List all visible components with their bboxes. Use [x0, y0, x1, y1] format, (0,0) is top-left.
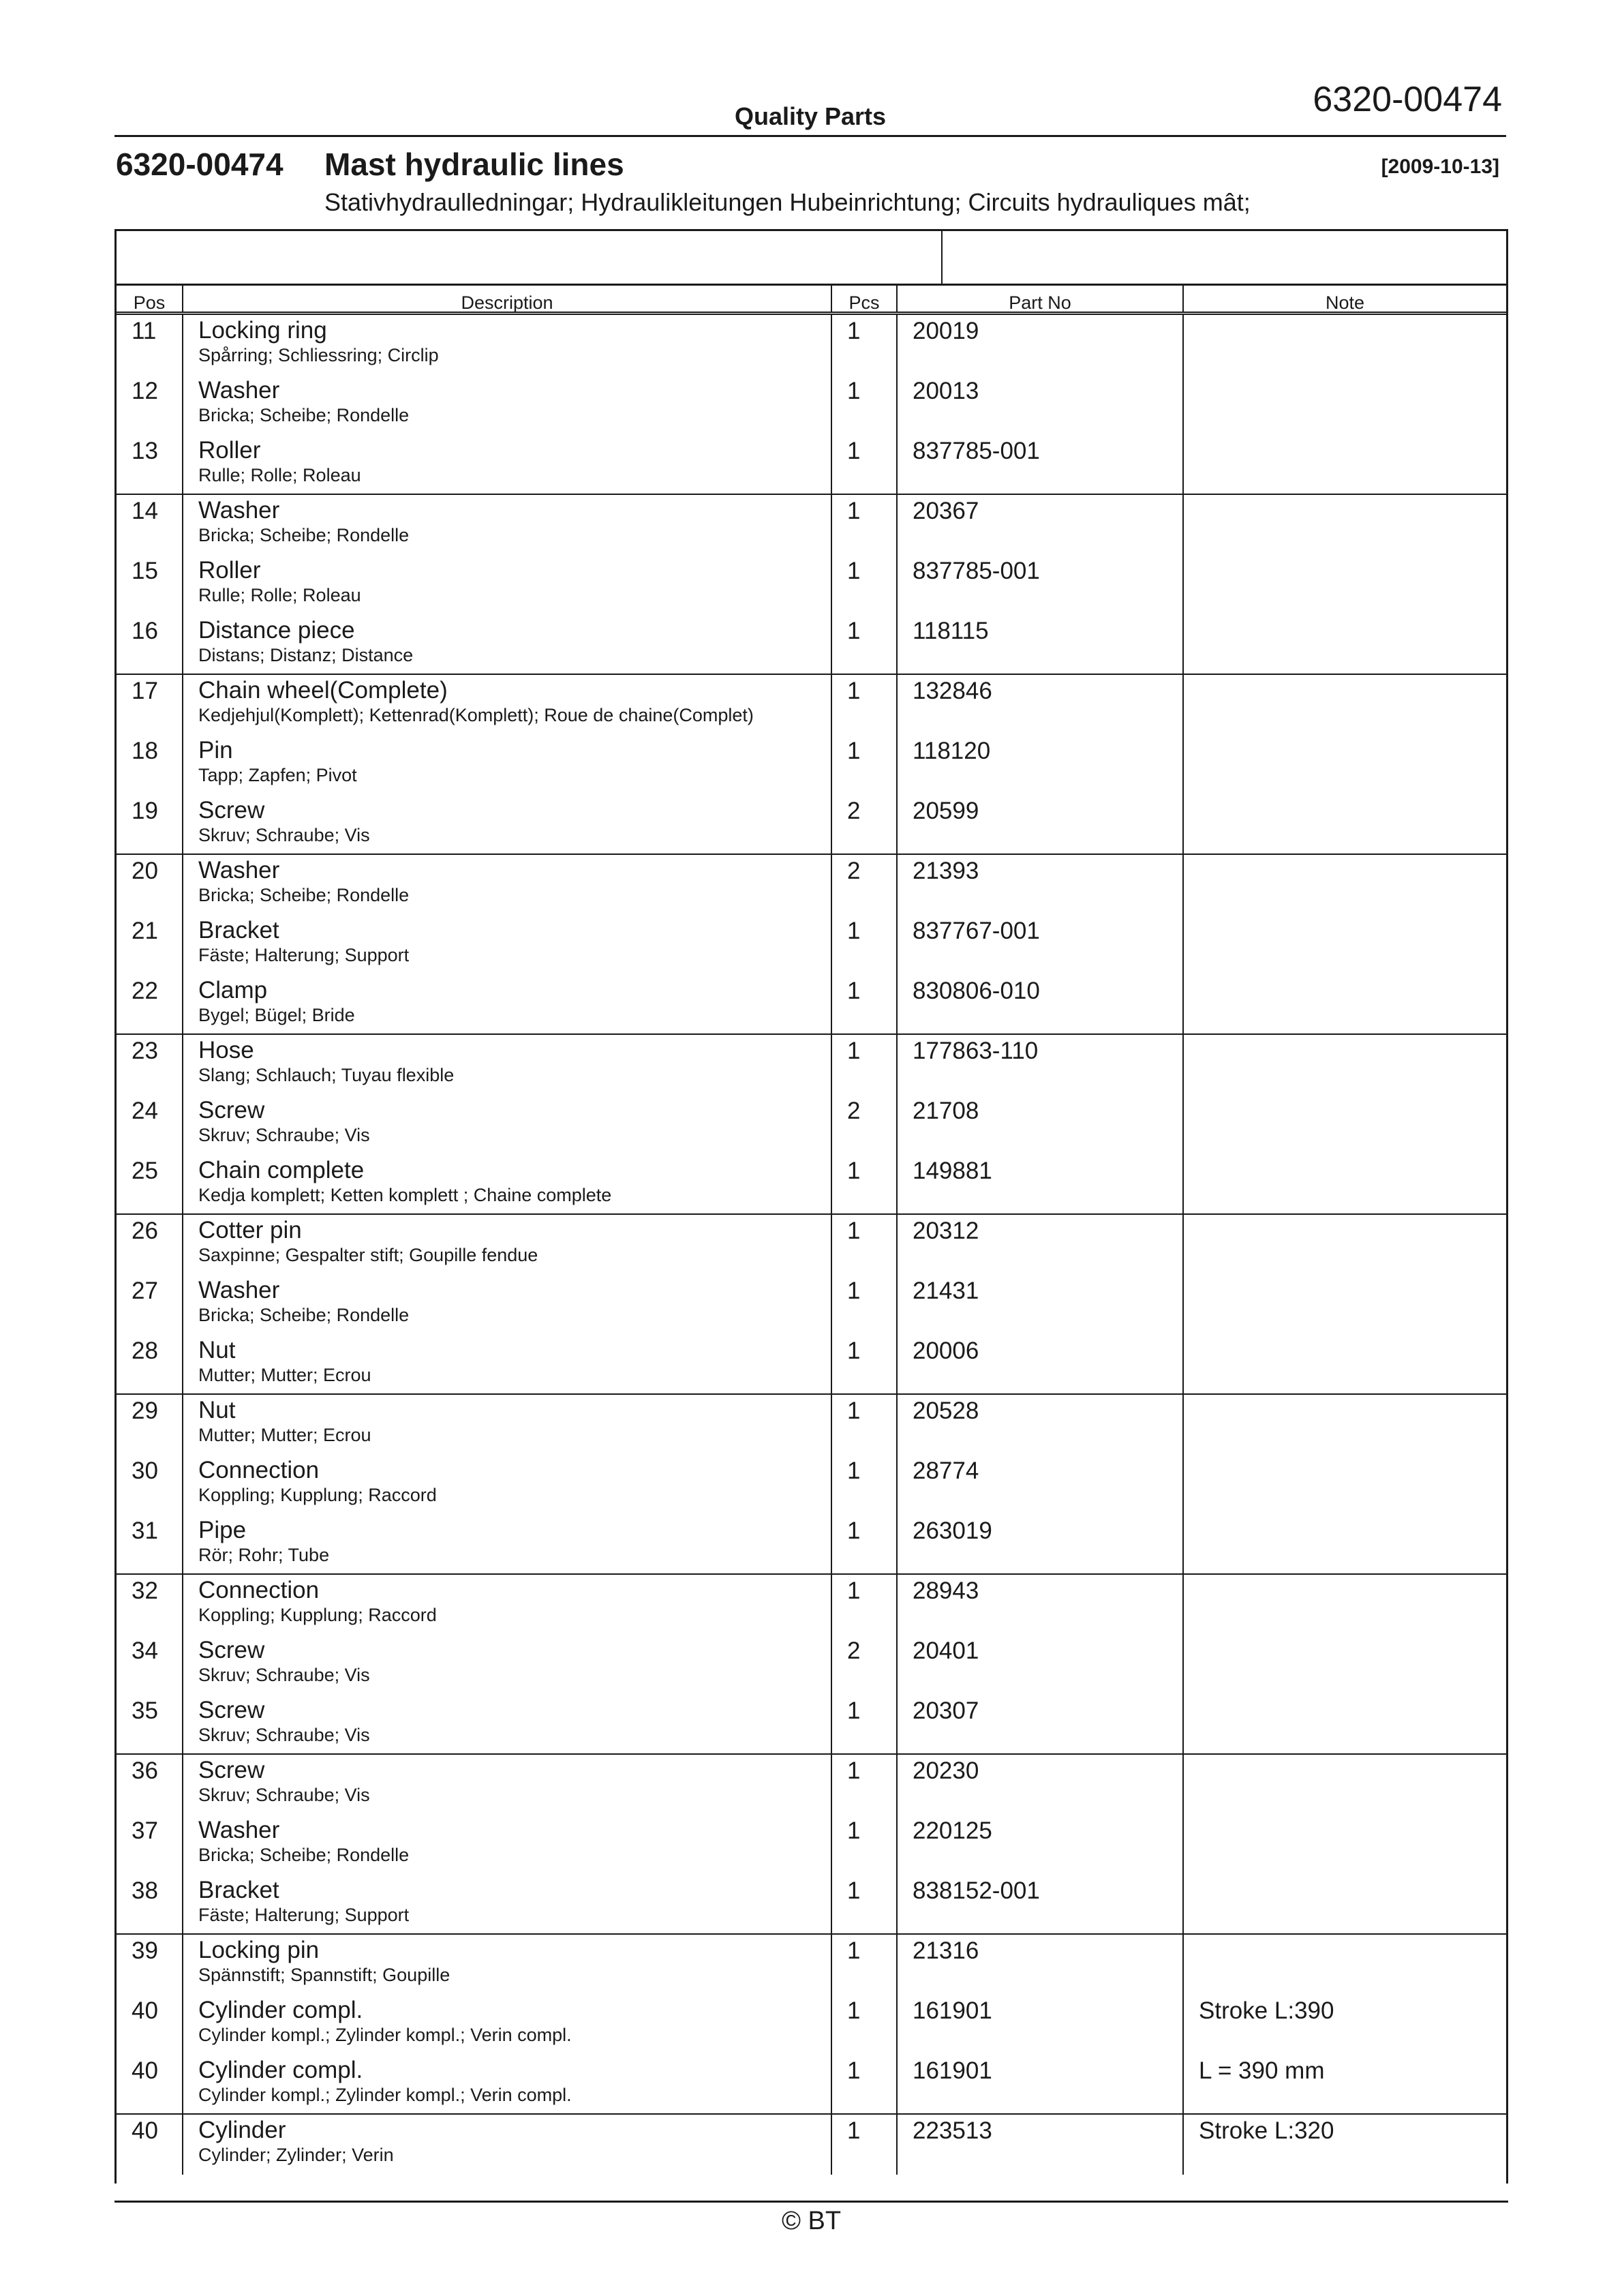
row-description: [182, 1095, 831, 1155]
row-pcs: 1: [831, 675, 896, 735]
page-header: [114, 75, 1506, 137]
row-note: [1182, 1815, 1506, 1875]
row-description: [182, 2055, 831, 2113]
row-pcs: 1: [831, 1155, 896, 1213]
row-part-translations: Slang; Schlauch; Tuyau flexible: [198, 1065, 455, 1085]
row-note: [1182, 735, 1506, 795]
table-row: [117, 1695, 1506, 1755]
row-part-translations: Bygel; Bügel; Bride: [198, 1005, 355, 1025]
row-part-no: 20307: [896, 1695, 1182, 1753]
table-row: [117, 1035, 1506, 1095]
row-part-name: Locking ring: [198, 317, 327, 344]
row-pcs: 1: [831, 495, 896, 555]
row-pcs: 1: [831, 1335, 896, 1393]
row-pcs: 1: [831, 1275, 896, 1335]
table-row: [117, 555, 1506, 615]
row-part-no: 20230: [896, 1755, 1182, 1815]
row-pcs: 1: [831, 2115, 896, 2175]
row-part-translations: Fäste; Halterung; Support: [198, 945, 410, 965]
row-note: [1182, 795, 1506, 854]
row-part-name: Cylinder compl.: [198, 1997, 363, 2023]
row-note: L = 390 mm: [1182, 2055, 1506, 2113]
table-row: [117, 1995, 1506, 2055]
row-pos: 36: [132, 1757, 158, 1784]
row-pcs: 2: [831, 855, 896, 915]
section-title: Mast hydraulic lines: [324, 147, 624, 182]
row-description: [182, 1275, 831, 1335]
table-column-headers: [117, 286, 1506, 315]
row-part-no: 28774: [896, 1455, 1182, 1515]
row-pcs: 1: [831, 1575, 896, 1635]
row-note: [1182, 855, 1506, 915]
row-pcs: 1: [831, 1755, 896, 1815]
copyright: © BT: [781, 2207, 842, 2235]
row-part-translations: Spännstift; Spannstift; Goupille: [198, 1965, 450, 1985]
row-pcs: 2: [831, 1635, 896, 1695]
row-pos: 13: [132, 438, 158, 464]
table-row: [117, 1515, 1506, 1575]
row-part-translations: Tapp; Zapfen; Pivot: [198, 765, 357, 785]
row-part-name: Roller: [198, 437, 261, 464]
table-row: [117, 975, 1506, 1035]
row-note: [1182, 1695, 1506, 1753]
row-note: [1182, 1455, 1506, 1515]
empty-header-box: [117, 231, 1506, 286]
row-part-no: 149881: [896, 1155, 1182, 1213]
row-part-no: 20013: [896, 375, 1182, 435]
row-part-no: 161901: [896, 2055, 1182, 2113]
row-part-name: Connection: [198, 1577, 320, 1603]
row-part-no: 20528: [896, 1395, 1182, 1455]
section-date: [2009-10-13]: [1381, 155, 1499, 178]
row-part-translations: Cylinder kompl.; Zylinder kompl.; Verin compl.: [198, 2085, 572, 2105]
column-header-pos: Pos: [133, 292, 166, 313]
table-row: [117, 615, 1506, 675]
row-pcs: 1: [831, 735, 896, 795]
row-part-translations: Skruv; Schraube; Vis: [198, 1665, 370, 1685]
row-description: [182, 1335, 831, 1393]
row-part-name: Washer: [198, 1817, 280, 1843]
row-part-translations: Cylinder kompl.; Zylinder kompl.; Verin compl.: [198, 2025, 572, 2045]
row-description: [182, 975, 831, 1033]
table-row: [117, 795, 1506, 855]
table-body: [117, 315, 1506, 2175]
row-pos: 40: [132, 1997, 158, 2024]
row-pcs: 1: [831, 1035, 896, 1095]
row-description: [182, 1695, 831, 1753]
row-description: [182, 1575, 831, 1635]
row-note: [1182, 1215, 1506, 1275]
row-part-no: 20367: [896, 495, 1182, 555]
row-part-translations: Rör; Rohr; Tube: [198, 1545, 330, 1565]
row-part-translations: Koppling; Kupplung; Raccord: [198, 1485, 437, 1505]
table-row: [117, 675, 1506, 735]
row-part-translations: Skruv; Schraube; Vis: [198, 1725, 370, 1745]
table-row: [117, 1635, 1506, 1695]
row-part-translations: Kedjehjul(Komplett); Kettenrad(Komplett); Roue de chaine(Complet): [198, 705, 754, 725]
row-pcs: 1: [831, 1815, 896, 1875]
column-header-part-no: Part No: [896, 286, 1182, 312]
row-part-name: Roller: [198, 557, 261, 584]
row-note: [1182, 555, 1506, 615]
row-part-translations: Cylinder; Zylinder; Verin: [198, 2145, 394, 2165]
row-description: [182, 495, 831, 555]
row-part-name: Connection: [198, 1457, 320, 1483]
row-note: [1182, 1515, 1506, 1573]
table-row: [117, 1275, 1506, 1335]
row-pos: 26: [132, 1218, 158, 1244]
column-header-description: Description: [182, 286, 831, 312]
row-note: [1182, 1035, 1506, 1095]
table-row: [117, 1755, 1506, 1815]
row-part-translations: Bricka; Scheibe; Rondelle: [198, 525, 410, 545]
row-note: [1182, 315, 1506, 375]
row-pos: 28: [132, 1338, 158, 1364]
row-part-no: 220125: [896, 1815, 1182, 1875]
row-note: [1182, 915, 1506, 975]
row-pcs: 1: [831, 1875, 896, 1933]
row-part-name: Screw: [198, 797, 265, 824]
row-pcs: 1: [831, 1455, 896, 1515]
row-note: [1182, 1575, 1506, 1635]
row-pos: 18: [132, 738, 158, 764]
row-part-translations: Rulle; Rolle; Roleau: [198, 465, 361, 485]
table-row: [117, 1215, 1506, 1275]
row-part-no: 177863-110: [896, 1035, 1182, 1095]
row-part-no: 118115: [896, 615, 1182, 674]
row-note: [1182, 1395, 1506, 1455]
table-row: [117, 1095, 1506, 1155]
row-description: [182, 1215, 831, 1275]
row-description: [182, 615, 831, 674]
row-part-no: 263019: [896, 1515, 1182, 1573]
row-pcs: 1: [831, 435, 896, 494]
row-pos: 29: [132, 1398, 158, 1424]
row-note: [1182, 1155, 1506, 1213]
row-description: [182, 735, 831, 795]
row-note: [1182, 1935, 1506, 1995]
row-pos: 22: [132, 978, 158, 1004]
row-pos: 39: [132, 1937, 158, 1964]
row-description: [182, 375, 831, 435]
row-pos: 12: [132, 378, 158, 404]
row-description: [182, 675, 831, 735]
row-description: [182, 1155, 831, 1213]
table-row: [117, 1815, 1506, 1875]
row-part-name: Hose: [198, 1037, 254, 1063]
row-pcs: 1: [831, 915, 896, 975]
row-description: [182, 1515, 831, 1573]
table-row: [117, 375, 1506, 435]
row-part-no: 20312: [896, 1215, 1182, 1275]
row-note: [1182, 495, 1506, 555]
table-row: [117, 1395, 1506, 1455]
row-part-no: 837785-001: [896, 555, 1182, 615]
row-part-name: Washer: [198, 497, 280, 524]
table-row: [117, 735, 1506, 795]
row-part-name: Screw: [198, 1757, 265, 1783]
column-header-note: Note: [1182, 286, 1506, 312]
row-part-name: Bracket: [198, 1877, 279, 1903]
row-part-no: 132846: [896, 675, 1182, 735]
row-part-name: Washer: [198, 1277, 280, 1303]
table-row: [117, 495, 1506, 555]
page-footer: [114, 2201, 1508, 2236]
row-pcs: 2: [831, 1095, 896, 1155]
table-row: [117, 1335, 1506, 1395]
row-pcs: 1: [831, 1995, 896, 2055]
row-pos: 27: [132, 1278, 158, 1304]
row-pos: 35: [132, 1697, 158, 1724]
row-pcs: 2: [831, 795, 896, 854]
row-description: [182, 1035, 831, 1095]
row-part-name: Washer: [198, 377, 280, 404]
row-pos: 15: [132, 558, 158, 584]
row-pos: 23: [132, 1038, 158, 1064]
document-title: Quality Parts: [734, 102, 887, 130]
row-description: [182, 1755, 831, 1815]
row-description: [182, 1395, 831, 1455]
row-pcs: 1: [831, 975, 896, 1033]
row-part-no: 21431: [896, 1275, 1182, 1335]
row-part-name: Clamp: [198, 977, 268, 1003]
row-part-name: Nut: [198, 1337, 236, 1363]
row-part-name: Washer: [198, 857, 280, 883]
row-part-no: 161901: [896, 1995, 1182, 2055]
row-part-no: 20599: [896, 795, 1182, 854]
row-pcs: 1: [831, 1395, 896, 1455]
row-pcs: 1: [831, 1515, 896, 1573]
column-header-pcs: Pcs: [831, 286, 896, 312]
row-pos: 25: [132, 1158, 158, 1184]
row-note: [1182, 1335, 1506, 1393]
row-description: [182, 855, 831, 915]
row-note: Stroke L:320: [1182, 2115, 1506, 2175]
row-part-no: 223513: [896, 2115, 1182, 2175]
row-note: [1182, 1275, 1506, 1335]
row-part-translations: Bricka; Scheibe; Rondelle: [198, 885, 410, 905]
table-row: [117, 1155, 1506, 1215]
row-part-no: 837785-001: [896, 435, 1182, 494]
row-pcs: 1: [831, 315, 896, 375]
row-part-name: Screw: [198, 1637, 265, 1663]
row-pos: 16: [132, 618, 158, 644]
row-part-name: Pipe: [198, 1517, 247, 1543]
row-pos: 34: [132, 1637, 158, 1664]
row-pcs: 1: [831, 2055, 896, 2113]
section-code: 6320-00474: [116, 147, 284, 182]
row-pos: 32: [132, 1577, 158, 1604]
row-part-no: 21316: [896, 1935, 1182, 1995]
row-part-name: Bracket: [198, 917, 279, 943]
row-part-translations: Skruv; Schraube; Vis: [198, 1125, 370, 1145]
header-box-divider: [941, 231, 943, 284]
row-part-name: Cylinder: [198, 2117, 286, 2143]
row-part-no: 28943: [896, 1575, 1182, 1635]
row-description: [182, 435, 831, 494]
row-pos: 30: [132, 1457, 158, 1484]
row-note: [1182, 1635, 1506, 1695]
row-part-no: 837767-001: [896, 915, 1182, 975]
table-row: [117, 1455, 1506, 1515]
section-translations: Stativhydraulledningar; Hydraulikleitungen Hubeinrichtung; Circuits hydrauliques mât;: [324, 188, 1251, 216]
row-pcs: 1: [831, 1215, 896, 1275]
row-note: [1182, 675, 1506, 735]
table-row: [117, 1875, 1506, 1935]
row-part-no: 838152-001: [896, 1875, 1182, 1933]
parts-table: [114, 229, 1508, 2184]
row-part-translations: Bricka; Scheibe; Rondelle: [198, 1845, 410, 1865]
row-description: [182, 555, 831, 615]
table-row: [117, 2115, 1506, 2175]
row-description: [182, 1815, 831, 1875]
table-row: [117, 1935, 1506, 1995]
row-part-translations: Bricka; Scheibe; Rondelle: [198, 405, 410, 425]
row-description: [182, 795, 831, 854]
row-pos: 38: [132, 1877, 158, 1904]
row-part-translations: Koppling; Kupplung; Raccord: [198, 1605, 437, 1625]
row-pos: 21: [132, 918, 158, 944]
row-part-name: Cotter pin: [198, 1217, 302, 1243]
row-part-translations: Spårring; Schliessring; Circlip: [198, 345, 439, 365]
row-pos: 37: [132, 1817, 158, 1844]
row-pcs: 1: [831, 1695, 896, 1753]
row-pos: 14: [132, 498, 158, 524]
row-part-translations: Distans; Distanz; Distance: [198, 645, 414, 665]
table-row: [117, 915, 1506, 975]
row-pcs: 1: [831, 1935, 896, 1995]
row-note: [1182, 615, 1506, 674]
row-description: [182, 1635, 831, 1695]
row-part-translations: Mutter; Mutter; Ecrou: [198, 1425, 371, 1445]
row-note: [1182, 1095, 1506, 1155]
row-part-translations: Fäste; Halterung; Support: [198, 1905, 410, 1925]
row-part-no: 830806-010: [896, 975, 1182, 1033]
row-part-translations: Skruv; Schraube; Vis: [198, 1785, 370, 1805]
row-part-no: 20019: [896, 315, 1182, 375]
row-pos: 24: [132, 1098, 158, 1124]
row-part-translations: Skruv; Schraube; Vis: [198, 825, 370, 845]
row-part-name: Screw: [198, 1697, 265, 1723]
row-part-no: 20401: [896, 1635, 1182, 1695]
row-part-name: Pin: [198, 737, 233, 764]
table-row: [117, 1575, 1506, 1635]
row-pcs: 1: [831, 375, 896, 435]
row-pos: 19: [132, 798, 158, 824]
row-part-translations: Kedja komplett; Ketten komplett ; Chaine complete: [198, 1185, 612, 1205]
row-pos: 17: [132, 678, 158, 704]
row-pcs: 1: [831, 615, 896, 674]
row-part-translations: Bricka; Scheibe; Rondelle: [198, 1305, 410, 1325]
row-pos: 40: [132, 2057, 158, 2084]
row-part-translations: Mutter; Mutter; Ecrou: [198, 1365, 371, 1385]
row-part-no: 118120: [896, 735, 1182, 795]
row-note: [1182, 975, 1506, 1033]
section-header: [114, 146, 1506, 221]
row-part-name: Distance piece: [198, 617, 355, 644]
table-row: [117, 2055, 1506, 2115]
row-note: [1182, 1875, 1506, 1933]
row-part-name: Locking pin: [198, 1937, 320, 1963]
row-part-name: Chain wheel(Complete): [198, 677, 448, 704]
row-part-no: 21708: [896, 1095, 1182, 1155]
row-part-name: Screw: [198, 1097, 265, 1123]
row-pos: 31: [132, 1517, 158, 1544]
row-pos: 11: [132, 318, 157, 344]
row-note: [1182, 1755, 1506, 1815]
row-part-translations: Saxpinne; Gespalter stift; Goupille fendue: [198, 1245, 538, 1265]
row-pcs: 1: [831, 555, 896, 615]
row-part-name: Nut: [198, 1397, 236, 1423]
row-part-name: Chain complete: [198, 1157, 365, 1183]
row-part-name: Cylinder compl.: [198, 2057, 363, 2083]
row-description: [182, 1455, 831, 1515]
document-number: 6320-00474: [1313, 80, 1502, 119]
row-note: Stroke L:390: [1182, 1995, 1506, 2055]
table-row: [117, 315, 1506, 375]
row-pos: 20: [132, 858, 158, 884]
row-description: [182, 1875, 831, 1933]
row-description: [182, 315, 831, 375]
table-row: [117, 855, 1506, 915]
row-part-no: 20006: [896, 1335, 1182, 1393]
row-note: [1182, 435, 1506, 494]
row-description: [182, 1935, 831, 1995]
row-description: [182, 2115, 831, 2175]
row-description: [182, 1995, 831, 2055]
row-part-translations: Rulle; Rolle; Roleau: [198, 585, 361, 605]
row-pos: 40: [132, 2117, 158, 2144]
row-note: [1182, 375, 1506, 435]
row-description: [182, 915, 831, 975]
row-part-no: 21393: [896, 855, 1182, 915]
table-row: [117, 435, 1506, 495]
